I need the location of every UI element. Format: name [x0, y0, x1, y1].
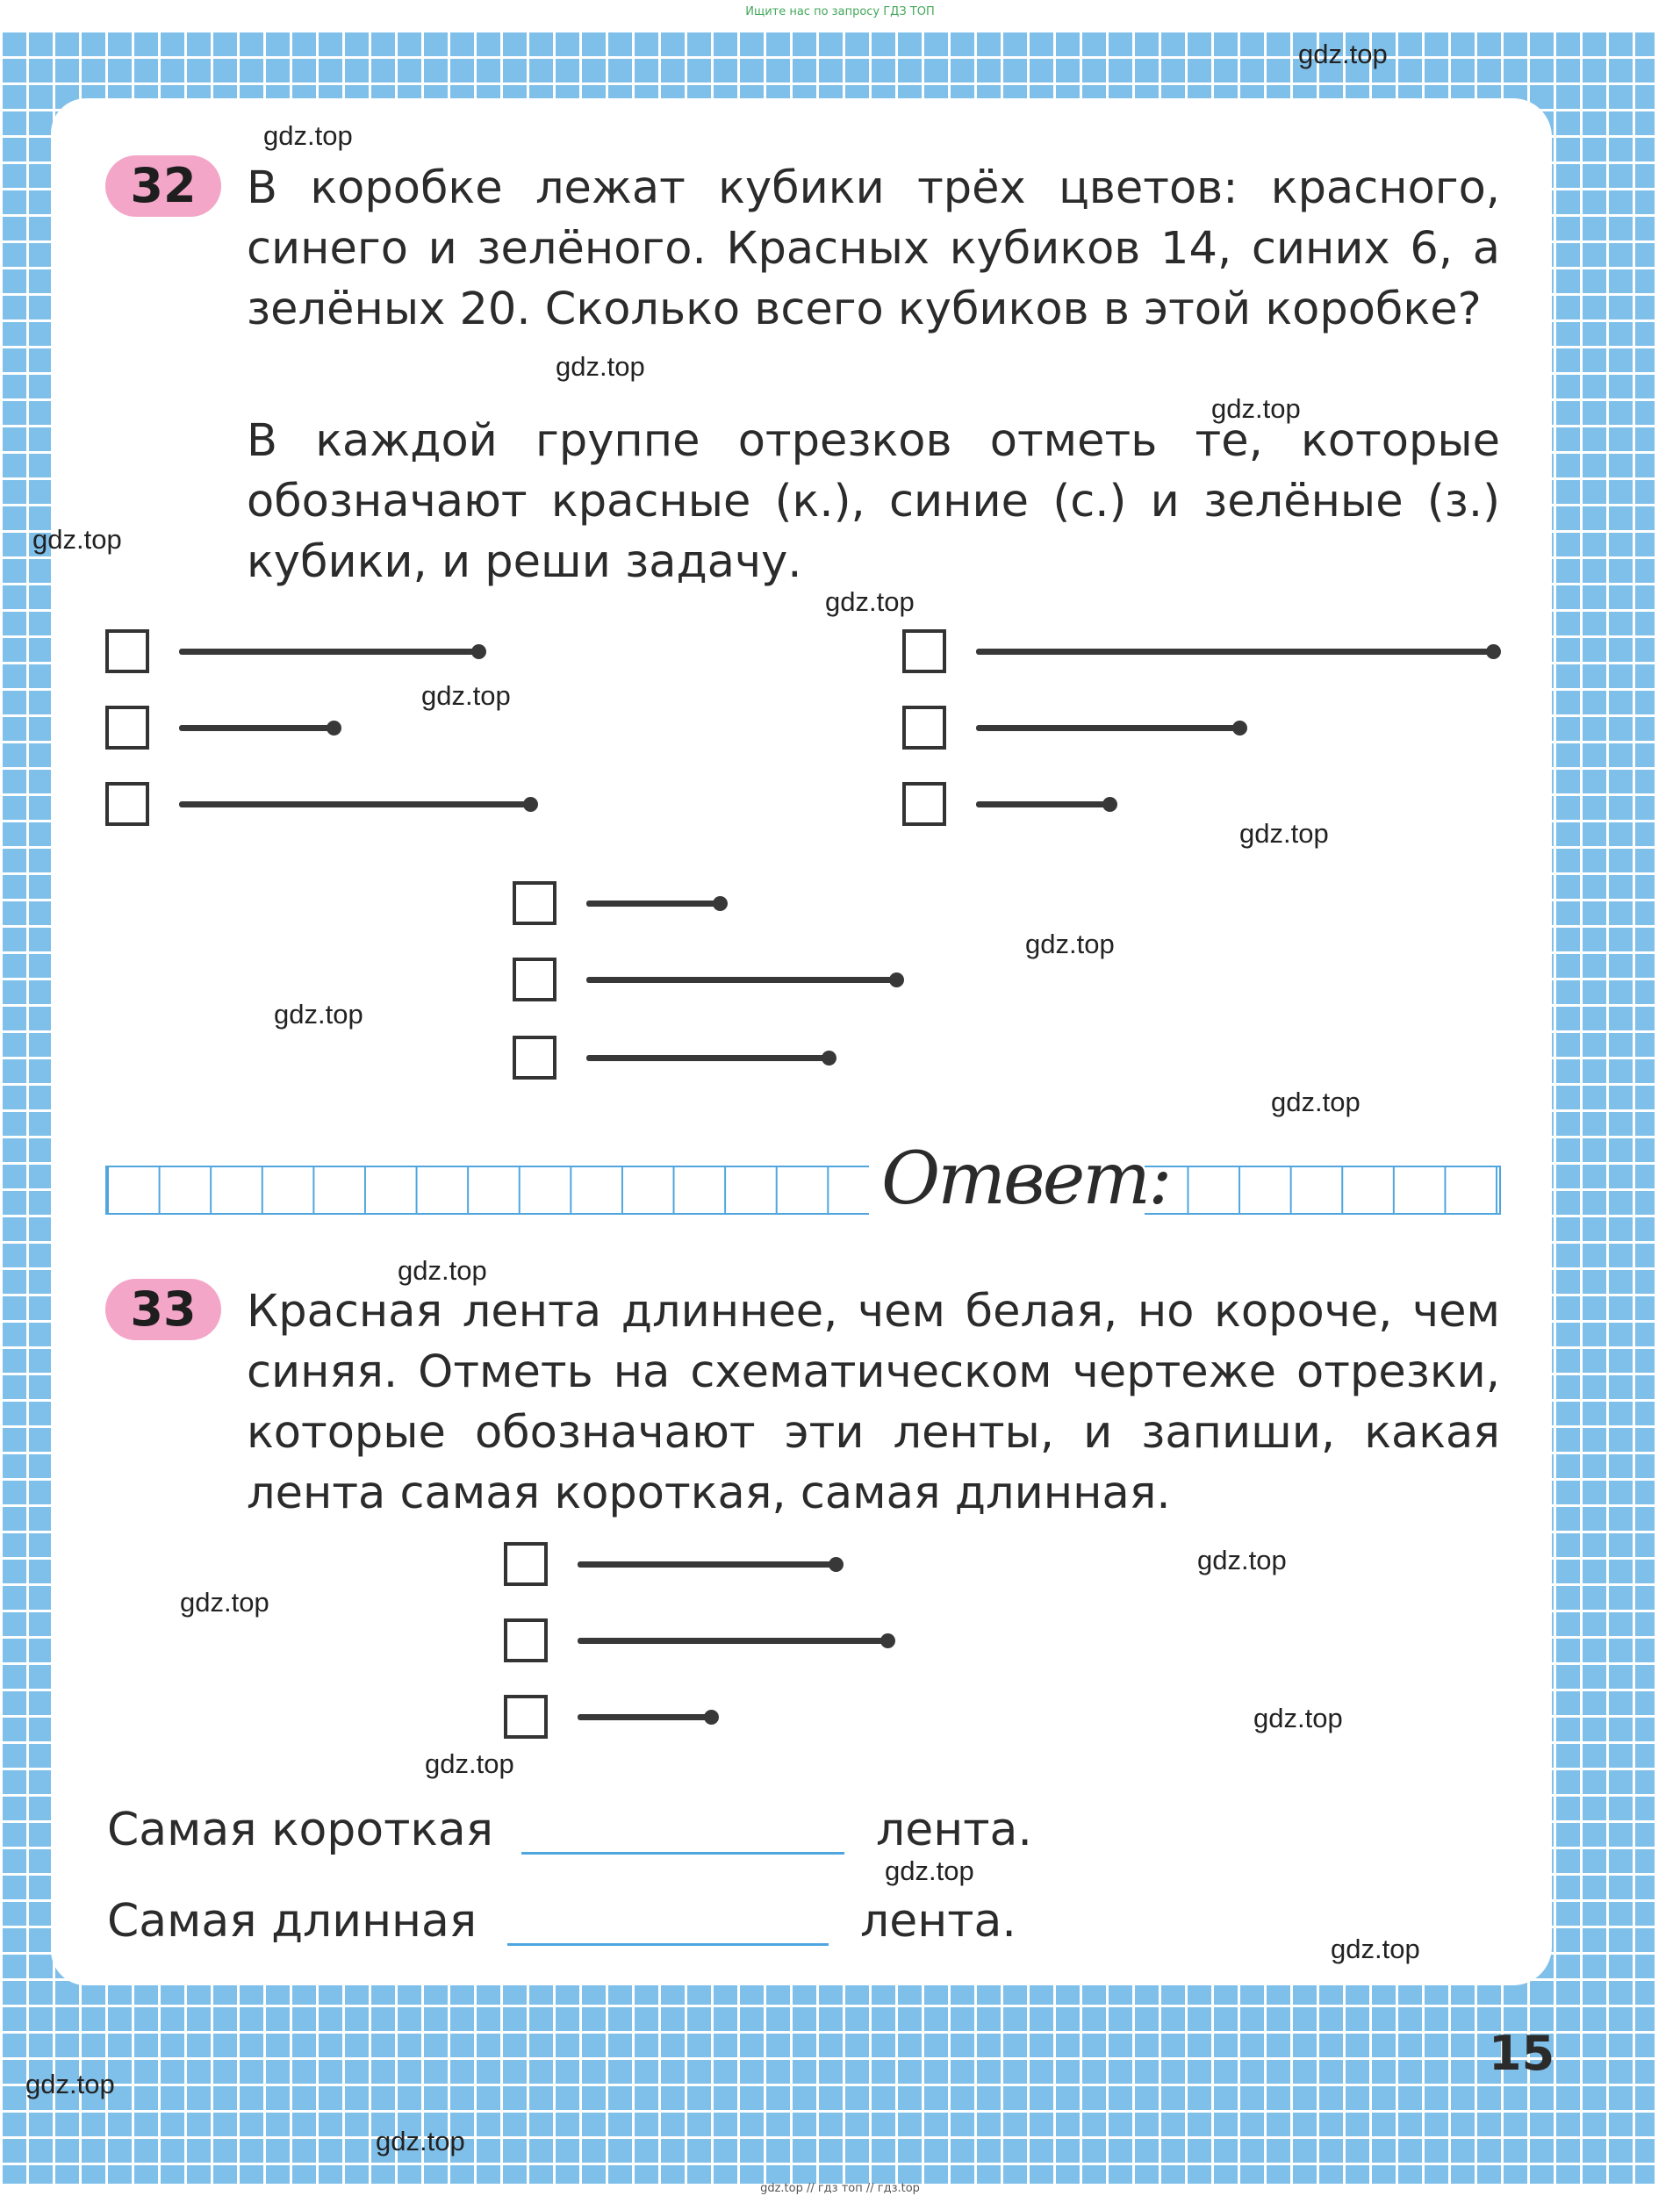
segment-checkbox[interactable] [513, 881, 556, 925]
watermark: gdz.top [1239, 818, 1329, 849]
answer-field[interactable] [105, 1166, 1501, 1215]
longest-ribbon-line [107, 1891, 1160, 1952]
watermark: gdz.top [180, 1587, 269, 1618]
page-number: 15 [1489, 2026, 1555, 2081]
watermark: gdz.top [1271, 1087, 1361, 1117]
segment-checkbox[interactable] [504, 1695, 548, 1739]
watermark: gdz.top [421, 680, 511, 711]
segment-line [976, 801, 1110, 807]
header-note: Ищите нас по запросу ГДЗ ТОП [745, 5, 935, 18]
longest-suffix: лента. [860, 1895, 1016, 1948]
task-number-33: 33 [105, 1279, 221, 1340]
shortest-ribbon-line [107, 1799, 1160, 1861]
answer-label: Ответ: [869, 1134, 1145, 1225]
shortest-suffix: лента. [876, 1804, 1032, 1856]
segment-line [586, 977, 897, 983]
segment-line [578, 1638, 888, 1644]
segment-line [976, 649, 1494, 655]
task-32-text: В коробке лежат кубики трёх цветов: красного, синего и зелёного. Красных кубиков 14, синих 6, а зелёных 20. Сколько всего кубиков в этой коробке? [247, 162, 1500, 335]
task-33-text: Красная лента длиннее, чем белая, но короче, чем синяя. Отметь на схематическом чертеже отрезки, которые обозначают эти ленты, и запиши, какая лента самая короткая, самая длинная. [247, 1286, 1500, 1519]
segment-checkbox[interactable] [504, 1618, 548, 1662]
watermark: gdz.top [32, 524, 122, 555]
task-32-instruction: В каждой группе отрезков отметь те, которые обозначают красные (к.), синие (с.) и зелёные (з.) кубики, и реши задачу. [247, 415, 1500, 588]
segment-checkbox[interactable] [513, 1036, 556, 1080]
watermark: gdz.top [274, 999, 363, 1030]
watermark: gdz.top [25, 2069, 115, 2099]
segment-line [578, 1561, 836, 1568]
segment-line [976, 725, 1240, 731]
segment-line [586, 1055, 829, 1061]
watermark: gdz.top [376, 2126, 465, 2156]
task-number-32: 32 [105, 155, 221, 217]
watermark: gdz.top [398, 1255, 487, 1286]
longest-answer-blank[interactable] [507, 1943, 829, 1946]
segment-checkbox[interactable] [105, 782, 149, 826]
watermark: gdz.top [825, 586, 915, 617]
shortest-prefix: Самая короткая [107, 1804, 493, 1856]
segment-checkbox[interactable] [902, 706, 946, 750]
segment-checkbox[interactable] [105, 706, 149, 750]
watermark: gdz.top [1331, 1934, 1420, 1964]
segment-checkbox[interactable] [105, 629, 149, 673]
segment-checkbox[interactable] [513, 958, 556, 1001]
segment-line [179, 649, 479, 655]
watermark: gdz.top [1197, 1545, 1287, 1575]
segment-checkbox[interactable] [902, 782, 946, 826]
watermark: gdz.top [1211, 393, 1301, 424]
longest-prefix: Самая длинная [107, 1895, 477, 1948]
watermark: gdz.top [263, 120, 353, 151]
shortest-answer-blank[interactable] [521, 1852, 844, 1855]
segment-line [578, 1714, 712, 1720]
segment-checkbox[interactable] [902, 629, 946, 673]
segment-line [179, 801, 531, 807]
segment-checkbox[interactable] [504, 1542, 548, 1586]
watermark: gdz.top [1298, 39, 1388, 69]
watermark: gdz.top [885, 1855, 974, 1886]
watermark: gdz.top [425, 1748, 514, 1779]
watermark: gdz.top [556, 351, 645, 382]
watermark: gdz.top [1253, 1703, 1343, 1733]
watermark: gdz.top [1025, 929, 1115, 959]
segment-line [179, 725, 334, 731]
segment-line [586, 901, 721, 907]
footer-note: gdz.top // гдз топ // гдз.top [760, 2182, 920, 2195]
